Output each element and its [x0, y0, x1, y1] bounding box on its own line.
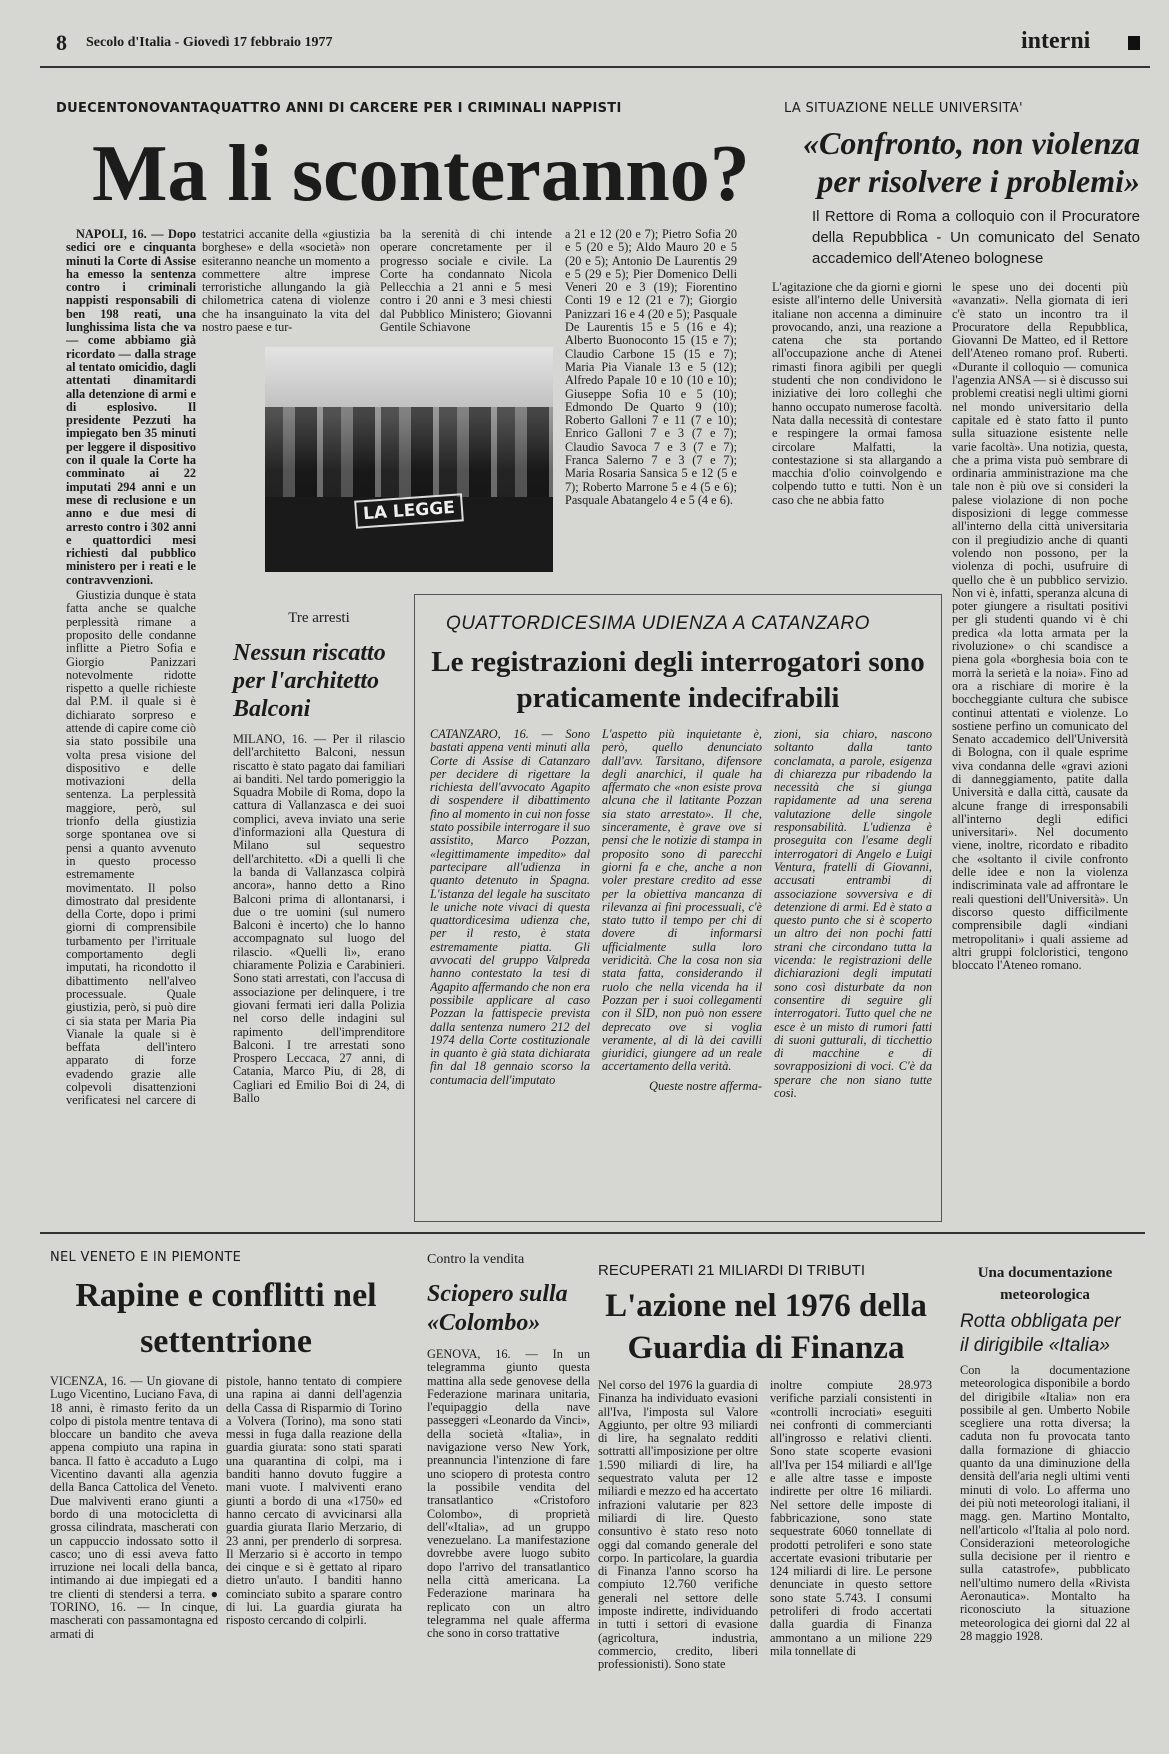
section-square-icon: [1128, 36, 1140, 50]
rapine-article: [50, 1250, 402, 1732]
finanza-article: [598, 1262, 934, 1732]
finanza-headline: L'azione nel 1976 della Guardia di Finanza: [605, 1288, 927, 1366]
dirigibile-kicker: Una documentazione meteorologica: [977, 1265, 1113, 1303]
balconi-article: [233, 610, 405, 1220]
balconi-kicker: Tre arresti: [288, 610, 350, 626]
universita-kicker: LA SITUAZIONE NELLE UNIVERSITA': [784, 101, 1023, 116]
sciopero-article: [427, 1252, 590, 1732]
napoli-col2: testatrici accanite della «giustizia borghese» e della «società» non esiteranno neanche un momento a commettere altre imprese terroristiche allungando la già chilometrica catena di violenze che ha insanguinato la vita del nostro paese e tur-: [202, 228, 370, 335]
photo-sign: LA LEGGE: [354, 493, 464, 528]
sciopero-kicker: Contro la vendita: [427, 1252, 525, 1267]
napoli-lead: NAPOLI, 16. — Dopo sedici ore e cinquanta minuti la Corte di Assise ha emesso la sentenza contro i criminali nappisti responsabili di ben 198 reati, una lunghissima lista che va — come abbiamo già ricordato — dalla strage al tentato omicidio, dagli attentati dinamitardi alla detenzione di armi e di esplosivo. Il presidente Pezzuti ha impiegato ben 35 minuti per leggere il dispositivo con il quale la Corte ha comminato ai 22 imputati 294 anni e un mese di reclusione e un anno e due mesi di arresto contro i 302 anni e quattordici mesi richiesti dal pubblico ministero per i reati e le contravvenzioni.: [66, 228, 196, 587]
universita-headline: «Confronto, non violenza per risolvere i problemi»: [803, 125, 1140, 199]
rapine-headline: Rapine e conflitti nel settentrione: [75, 1277, 377, 1360]
rapine-columns: [50, 1375, 402, 1732]
finanza-col2: inoltre compiute 28.973 verifiche parziali consistenti in «controlli incrociati» eseguiti nei confronti di commercianti all'ingrosso e relativi clienti. Sono state scoperte evasioni all'Iva per 154 miliardi e all'Ige e alle altre tasse e imposte indirette per oltre 16 miliardi. Nel settore delle imposte di fabbricazione, sono state sequestrate 6060 tonnellate di prodotti petroliferi e sono state accertate evasioni tributarie per 124 miliardi di lire. Le persone denunciate in questo settore sono state 5.743. I consumi petroliferi di frodo accertati dalla guardia di Finanza ammontano a un milione 229 mila tonnellate di: [770, 1379, 932, 1658]
catanzaro-col2-tail: Queste nostre afferma-: [649, 1078, 762, 1093]
sciopero-body: GENOVA, 16. — In un telegramma giunto questa mattina alla sede genovese della Federazione marinara unitaria, l'equipaggio della nave passeggeri «Leonardo da Vinci», della società «Italia», in navigazione verso New York, preannuncia l'intenzione di fare uno sciopero di protesta contro la possibile vendita del transatlantico «Cristoforo Colombo», di proprietà dell'«Italia», ad un gruppo venezuelano. La manifestazione dovrebbe avere luogo subito dopo l'arrivo del transatlantico nella città americana. La Federazione marinara ha replicato con un altro telegramma nel quale afferma che sono in corso trattative: [427, 1348, 590, 1641]
paper-date: Secolo d'Italia - Giovedì 17 febbraio 1977: [86, 35, 333, 50]
catanzaro-col3: zioni, sia chiaro, nascono soltanto dalla tanto conclamata, a parole, esigenza di chiarezza pur ribadendo la necessità che si giunga rapidamente ad una serena valutazione delle singole responsabilità. L'udienza è proseguita con l'esame degli interrogatori di Angelo e Luigi Ventura, fratelli di Giovanni, accusati entrambi di associazione sovversiva e di detenzione di armi. Ed è stato a questo punto che si è scoperto un altro dei non pochi fatti strani che circondano tutta la vicenda: le registrazioni delle dichiarazioni degli imputati sono così disturbate da non consentire di seguire gli interrogatori. Tutto quel che ne esce è un misto di rumori fatti di suoni gutturali, di ticchettio di macchine e di sovrapposizioni di voci. C'è da sperare che non siano tutte così.: [774, 728, 932, 1101]
dirigibile-article: [960, 1262, 1130, 1732]
dirigibile-body: Con la documentazione meteorologica disponibile a bordo del dirigibile «Italia» non era possibile al gen. Umberto Nobile scegliere una rotta diversa; la caduta non fu provocata tanto dalla formazione di ghiaccio quanto da una diminuzione della densità dell'aria negli ultimi venti minuti di volo. Lo afferma uno dei più noti meteorologi italiani, il magg. gen. Martino Montalto, nell'articolo «l'Italia al polo nord. Considerazioni meteorologiche sulla decisione per il rientro e sulla catastrofe», pubblicato nell'ultimo numero della «Rivista Aeronautica». Montalto ha riconosciuto la situazione meteorologica dei giorni dal 22 al 28 maggio 1928.: [960, 1364, 1130, 1643]
napoli-col3: ba la serenità di chi intende operare concretamente per il progresso sociale e civile. La Corte ha condannato Nicola Pellecchia a 21 anni e 5 mesi contro i 20 anni e 3 mesi chiesti dal Pubblico Ministero; Giovanni Gentile Schiavone: [380, 228, 552, 335]
catanzaro-col2: [602, 728, 762, 1212]
napoli-col4: a 21 e 12 (20 e 7); Pietro Sofia 20 e 5 (20 e 5); Aldo Mauro 20 e 5 (20 e 5); Antonio De Laurentis 29 e 5 (29 e 5); Pier Domenico Delli Veneri 20 e 3 (19); Fiorentino Conti 19 e 12 (21 e 7); Giorgio Panizzari 16 e 4 (20 e 5); Pasquale De Laurentis 15 e 5 (16 e 4); Alberto Buonoconto 15 (15 e 7); Claudio Carbone 15 (15 e 7); Maria Pia Vianale 13 e 5 (12); Alfredo Papale 10 e 10 (10 e 10); Giuseppe Sofia 10 e 5 (10); Edmondo De Quarto 9 (10); Roberto Galloni 7 e 11 (7 e 10); Enrico Galloni 7 e 3 (7 e 7); Claudio Savoca 7 e 3 (7 e 7); Franca Salerno 7 e 3 (7 e 7); Maria Rosaria Sansica 5 e 12 (5 e 7); Roberto Marrone 5 e 4 (5 e 6); Pasquale Abatangelo 4 e 5 (4 e 6).: [565, 228, 737, 507]
universita-subhead: Il Rettore di Roma a colloquio con il Procuratore della Repubblica - Un comunicato del Senato accademico dell'Ateneo bolognese: [812, 208, 1140, 267]
court-photo: [265, 347, 553, 572]
rapine-col2: pistole, hanno tentato di compiere una rapina ai danni dell'agenzia della Cassa di Risparmio di Torino a Volvera (Torino), ma sono stati messi in fuga dalla reazione della guardia giurata: sono stati sparati una quarantina di colpi, ma i banditi hanno dovuto fuggire a mani vuote. I malviventi erano giunti a bordo di una «1750» ed hanno cercato di avvicinarsi alla guardia giurata Ilario Merzario, di 23 anni, per prenderlo di sorpresa. Il Merzario si è accorto in tempo dei cinque e si è gettato al riparo dietro un'auto. I banditi hanno cominciato subito a sparare contro di lui. La guardia giurata ha risposto cercando di colpirli.: [226, 1375, 402, 1628]
page-number: 8: [56, 30, 67, 55]
catanzaro-kicker: QUATTORDICESIMA UDIENZA A CATANZARO: [446, 613, 870, 634]
catanzaro-col1: CATANZARO, 16. — Sono bastati appena venti minuti alla Corte di Assise di Catanzaro per decidere di rigettare la richiesta dell'avvocato Agapito di sospendere il dibattimento fino al momento in cui non fosse stato possibile interrogare il suo assistito, Marco Pozzan, «legittimamente impedito» dal partecipare all'udienza in quanto detenuto in Spagna. L'istanza del legale ha suscitato le uniche note vivaci di questa quattordicesima udienza che, per il resto, è stata estremamente piatta. Gli avvocati del gruppo Valpreda hanno contestato la tesi di Agapito affermando che non era possibile applicare al caso Pozzan la fattispecie prevista dalla sentenza numero 212 del 1974 della Corte costituzionale in quanto è già stata dichiarata fin dal 18 gennaio scorso la contumacia dell'imputato: [430, 728, 590, 1087]
catanzaro-headline: Le registrazioni degli interrogatori sono praticamente indecifrabili: [431, 646, 925, 714]
rapine-kicker: NEL VENETO E IN PIEMONTE: [50, 1250, 242, 1265]
finanza-col1: Nel corso del 1976 la guardia di Finanza ha individuato evasioni all'Iva, l'imposta sul Valore Aggiunto, per oltre 93 miliardi di lire, ha segnalato redditi sottratti all'imposizione per oltre 1.590 miliardi di lire, ha sequestrato valuta per 12 miliardi e mezzo ed ha accertato infrazioni valutarie per 823 miliardi di lire. Questo consuntivo è stato reso noto oggi dal comando generale del corpo. In particolare, la guardia di Finanza l'anno scorso ha compiuto 12.760 verifiche generali nel settore delle imposte indirette, individuando in tutti i settori di evasione (agricoltura, industria, commercio, credito, liberi professionisti). Sono state: [598, 1379, 758, 1672]
napoli-body: Giustizia dunque è stata fatta anche se qualche perplessità rimane a proposito delle condanne inflitte a Pietro Sofia e Giorgio Panizzari notevolmente ridotte rispetto a quelle richieste dal P.M. il quale si è dichiarato sorpreso e attende di capire come ciò sia stato possibile una volta presa visione del dispositivo e delle motivazioni della sentenza. La perplessità maggiore, però, sul trionfo della giustizia sorge spontanea ove si pensi a quanto avvenuto in questo processo estremamente movimentato. Il polso dimostrato dal presidente della Corte, dopo i primi giorni di comprensibile turbamento per l'irrituale comportamento degli imputati, ha ricondotto il dibattimento nell'alveo processuale. Quale giustizia, però, si può dire ci sia stata per Maria Pia Vianale la quale si è beffata dell'intero apparato di forze evadendo grazie alle colpevoli disattenzioni verificatesi nel carcere di: [66, 588, 196, 1108]
universita-col2: le spese uno dei docenti più «avanzati». Nella giornata di ieri c'è stato un incontro tra il Procuratore della Repubblica, Giovanni De Matteo, ed il Rettore dell'Ateneo romano prof. Ruberti. «Durante il colloquio — comunica l'agenzia ANSA — si è discusso sui problemi creatisi negli ultimi giorni nel mondo universitario della capitale ed è stato fatto il punto sulla situazione esistente nelle varie facoltà». Una notizia, questa, che a prima vista può sembrare di ordinaria amministrazione ma che tale non è più ove si consideri la palese violazione di non poche disposizioni di legge commesse all'interno della città universitaria con il pregiudizio anche di quanti volendo non possono, per la violenza di pochi, usufruire di quello che è un pubblico servizio. Non vi è, infatti, speranza alcuna di poter giungere a risultati positivi per gli studenti quando vi è chi predica «la lotta armata per la rivoluzione» o chi scandisce a piena gola «borghesia boia con te morrà la serietà e la noia». Fino ad ora a rischiare di morire è la boccheggiante cultura che subisce continui attentati e violenze. Lo sostiene perfino un comunicato del Senato accademico dell'Università di Bologna, con il quale esprime viva condanna delle «gravi azioni di danneggiamento, patite dalla Università e dalla città, causate da alcune frange di irresponsabili all'interno degli edifici universitari». Nel documento viene, inoltre, ricordato e ribadito che «soltanto il civile confronto delle idee e non la violenza indiscriminata vale ad affrontare le reali questioni dell'Università». Un discorso questo difficilmente comprensibile dagli «indiani metropolitani» i quali assieme ad altri gruppi folcloristici, tengono bloccato l'Ateneo romano.: [952, 281, 1128, 973]
header-rule: [40, 66, 1150, 68]
sciopero-headline: Sciopero sulla «Colombo»: [427, 1281, 568, 1336]
catanzaro-col2-text: L'aspetto più inquietante è, però, quello denunciato dall'avv. Tarsitano, difensore degli anarchici, il quale ha affermato che «non esiste prova alcuna che il latitante Pozzan sia stato arrestato». Il che, sinceramente, è grave ove si pensi che le notizie di stampa in proposito sono di parecchi giorni fa e che, anche a non voler prestare credito ad esse per la obiettiva mancanza di rilevanza ai fini processuali, c'è stato tutto il tempo per chi di dovere di informarsi ufficialmente sulla loro veridicità. Che la cosa non sia stata fatta, considerando il ruolo che nella vicenda ha il Pozzan per i suoi collegamenti con il SID, non può non essere deprecato ove si voglia veramente, al di là dei cavilli giuridici, giungere ad un reale accertamento della verità.: [602, 728, 762, 1074]
catanzaro-article: [424, 612, 932, 1212]
napoli-kicker: DUECENTONOVANTAQUATTRO ANNI DI CARCERE PER I CRIMINALI NAPPISTI: [56, 101, 622, 116]
finanza-columns: [598, 1379, 934, 1732]
section-name: interni: [1021, 28, 1091, 54]
rapine-col1: VICENZA, 16. — Un giovane di Lugo Vicentino, Luciano Fava, di 18 anni, è rimasto ferito da un colpo di pistola mentre tentava di bloccare un bandito che aveva appena compiuto una rapina in banca. Il fatto è accaduto a Lugo Vicentino davanti alla agenzia della Banca Cattolica del Veneto. Due malviventi erano giunti a bordo di una motocicletta di grossa cilindrata, mascherati con un cappuccio indossato sotto il casco; uno di essi aveva fatto irruzione nei locali della banca, intimando ai due impiegati ed a tre clienti di stendersi a terra. ● TORINO, 16. — In cinque, mascherati con passamontagna ed armati di: [50, 1375, 218, 1641]
universita-col1: L'agitazione che da giorni e giorni esiste all'interno delle Università italiane non accenna a diminuire provocando, anzi, una reazione a catena che sta portando all'occupazione anche di Atenei rimasti finora agibili per quegli studenti che non condividono le iniziative dei loro colleghi che hanno occupato numerose facoltà. Nata dalla necessità di contestare e respingere la ormai famosa circolare Malfatti, la contestazione si sta allargando a macchia d'olio coinvolgendo e colpendo tutto e tutti. Non è un caso che ne abbia fatto: [772, 281, 942, 507]
section-rule: [40, 1232, 1145, 1234]
catanzaro-columns: [424, 728, 932, 1212]
dirigibile-headline: Rotta obbligata per il dirigibile «Italia»: [960, 1311, 1121, 1356]
page-header: [56, 30, 1146, 58]
napoli-headline: Ma li sconteranno?: [92, 130, 750, 218]
balconi-headline: Nessun riscatto per l'architetto Balconi: [233, 640, 386, 722]
finanza-kicker: RECUPERATI 21 MILIARDI DI TRIBUTI: [598, 1262, 865, 1279]
napoli-col1: [66, 228, 196, 1108]
balconi-body: MILANO, 16. — Per il rilascio dell'architetto Balconi, nessun riscatto è stato pagato dai familiari ai banditi. Nel tardo pomeriggio la Squadra Mobile di Roma, dopo la cattura di Vallanzasca e dei suoi complici, aveva inviato una serie d'informazioni alla Questura di Milano sul sequestro dell'architetto. «Di a quelli lì che la banda di Vallanzasca colpirà ancora», hanno detto a Rino Balconi prima di allontanarsi, i due o tre uomini (sul numero Balconi è incerto) che lo hanno accompagnato sul luogo del rilascio. «Quelli lì», erano chiaramente Polizia e Carabinieri. Sono stati arrestati, con l'accusa di associazione per delinquere, i tre giovani fermati ieri dalla Polizia nel corso delle indagini sul rapimento dell'imprenditore Balconi. I tre arrestati sono Prospero Leccaca, 27 anni, di Catania, Marco Piu, di 28, di Cagliari ed Emilio Boi di 24, di Ballo: [233, 733, 405, 1106]
